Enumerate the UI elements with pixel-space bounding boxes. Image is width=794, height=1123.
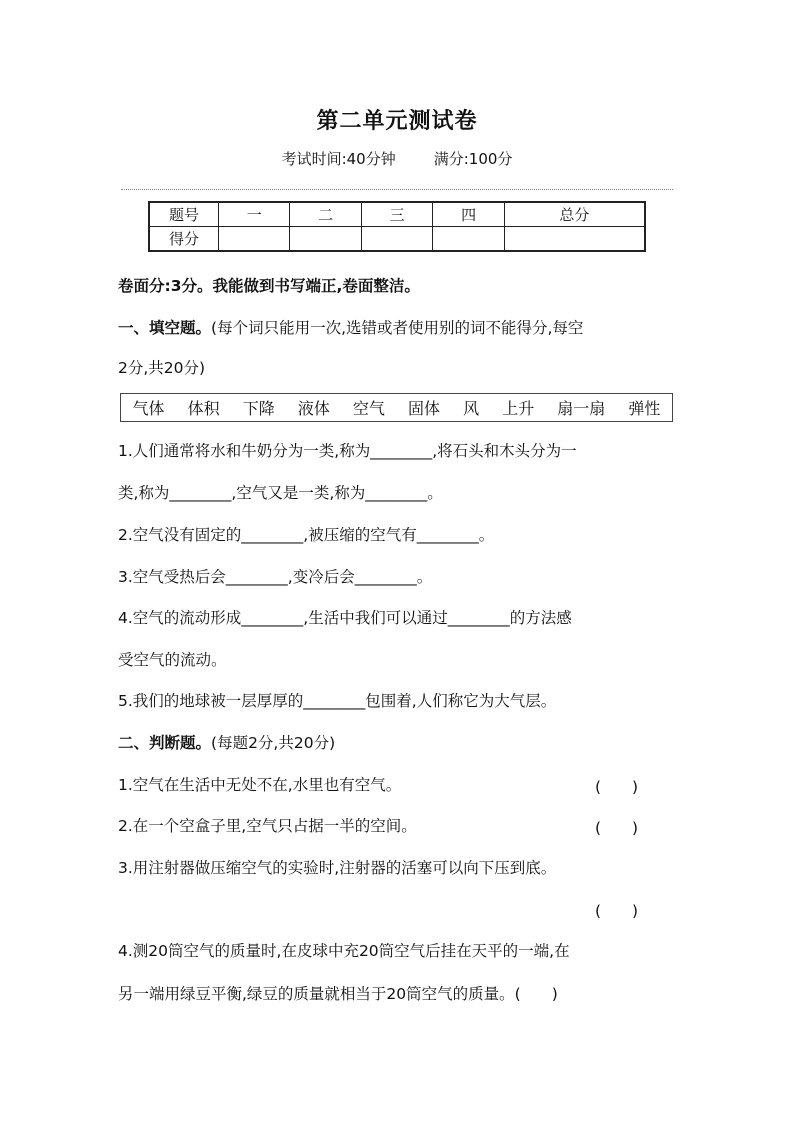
answer-paren-3[interactable]: ( ) <box>595 902 639 920</box>
section1-note-1: (每个词只能用一次,选错或者使用别的词不能得分,每空 <box>211 319 584 337</box>
score-header-cell: 一 <box>219 202 290 227</box>
score-input-cell[interactable] <box>290 227 361 252</box>
word-bank-item: 风 <box>463 399 480 418</box>
score-header-cell: 总分 <box>504 202 645 227</box>
score-input-cell[interactable] <box>504 227 645 252</box>
section2-note: (每题2分,共20分) <box>211 734 336 752</box>
word-bank-item: 液体 <box>297 399 330 418</box>
page-title: 第二单元测试卷 <box>316 108 478 134</box>
word-bank-item: 气体 <box>132 399 165 418</box>
fill-question-line: 类,称为________,空气又是一类,称为________。 <box>118 484 443 502</box>
answer-paren-1[interactable]: ( ) <box>595 778 639 796</box>
answer-paren-2[interactable]: ( ) <box>595 819 639 837</box>
score-input-cell[interactable] <box>433 227 504 252</box>
word-bank-item: 体积 <box>187 399 220 418</box>
score-input-cell[interactable] <box>219 227 290 252</box>
exam-info <box>0 148 794 169</box>
fill-question-line: 5.我们的地球被一层厚厚的________包围着,人们称它为大气层。 <box>118 692 557 710</box>
judge-question-4-line1: 4.测20筒空气的质量时,在皮球中充20筒空气后挂在天平的一端,在 <box>118 942 570 960</box>
section1-title-line <box>118 318 583 338</box>
section1-note-2: 2分,共20分) <box>118 359 206 377</box>
exam-time: 考试时间:40分钟 <box>281 150 396 168</box>
neatness-note: 卷面分:3分。我能做到书写端正,卷面整洁。 <box>118 277 420 295</box>
score-input-cell[interactable] <box>361 227 432 252</box>
judge-question-4-line2: 另一端用绿豆平衡,绿豆的质量就相当于20筒空气的质量。( ) <box>118 985 558 1003</box>
full-score: 满分:100分 <box>433 150 513 168</box>
score-table <box>148 201 646 252</box>
word-bank-item: 固体 <box>408 399 441 418</box>
word-bank-item: 上升 <box>502 399 535 418</box>
judge-question-1: 1.空气在生活中无处不在,水里也有空气。 <box>118 776 402 794</box>
score-header-cell: 二 <box>290 202 361 227</box>
score-row-label: 得分 <box>149 227 219 252</box>
word-bank <box>120 393 673 422</box>
word-bank-item: 空气 <box>352 399 385 418</box>
fill-question-line: 2.空气没有固定的________,被压缩的空气有________。 <box>118 526 495 544</box>
section1-heading: 一、填空题。 <box>118 319 212 337</box>
word-bank-item: 弹性 <box>628 399 661 418</box>
score-table-score-row <box>149 227 645 252</box>
judge-question-2: 2.在一个空盒子里,空气只占据一半的空间。 <box>118 817 417 835</box>
section2-heading: 二、判断题。 <box>118 734 212 752</box>
fill-question-line: 3.空气受热后会________,变冷后会________。 <box>118 568 433 586</box>
judge-question-3: 3.用注射器做压缩空气的实验时,注射器的活塞可以向下压到底。 <box>118 859 557 877</box>
fill-question-line: 1.人们通常将水和牛奶分为一类,称为________,将石头和木头分为一 <box>118 442 577 460</box>
word-bank-item: 下降 <box>242 399 275 418</box>
score-header-cell: 题号 <box>149 202 219 227</box>
fill-question-line: 受空气的流动。 <box>118 651 227 669</box>
section2-title-line <box>118 733 335 753</box>
word-bank-item: 扇一扇 <box>557 399 606 418</box>
score-header-cell: 三 <box>361 202 432 227</box>
fill-question-line: 4.空气的流动形成________,生活中我们可以通过________的方法感 <box>118 609 572 627</box>
score-table-header-row <box>149 202 645 227</box>
dotted-divider <box>121 189 673 190</box>
score-header-cell: 四 <box>433 202 504 227</box>
